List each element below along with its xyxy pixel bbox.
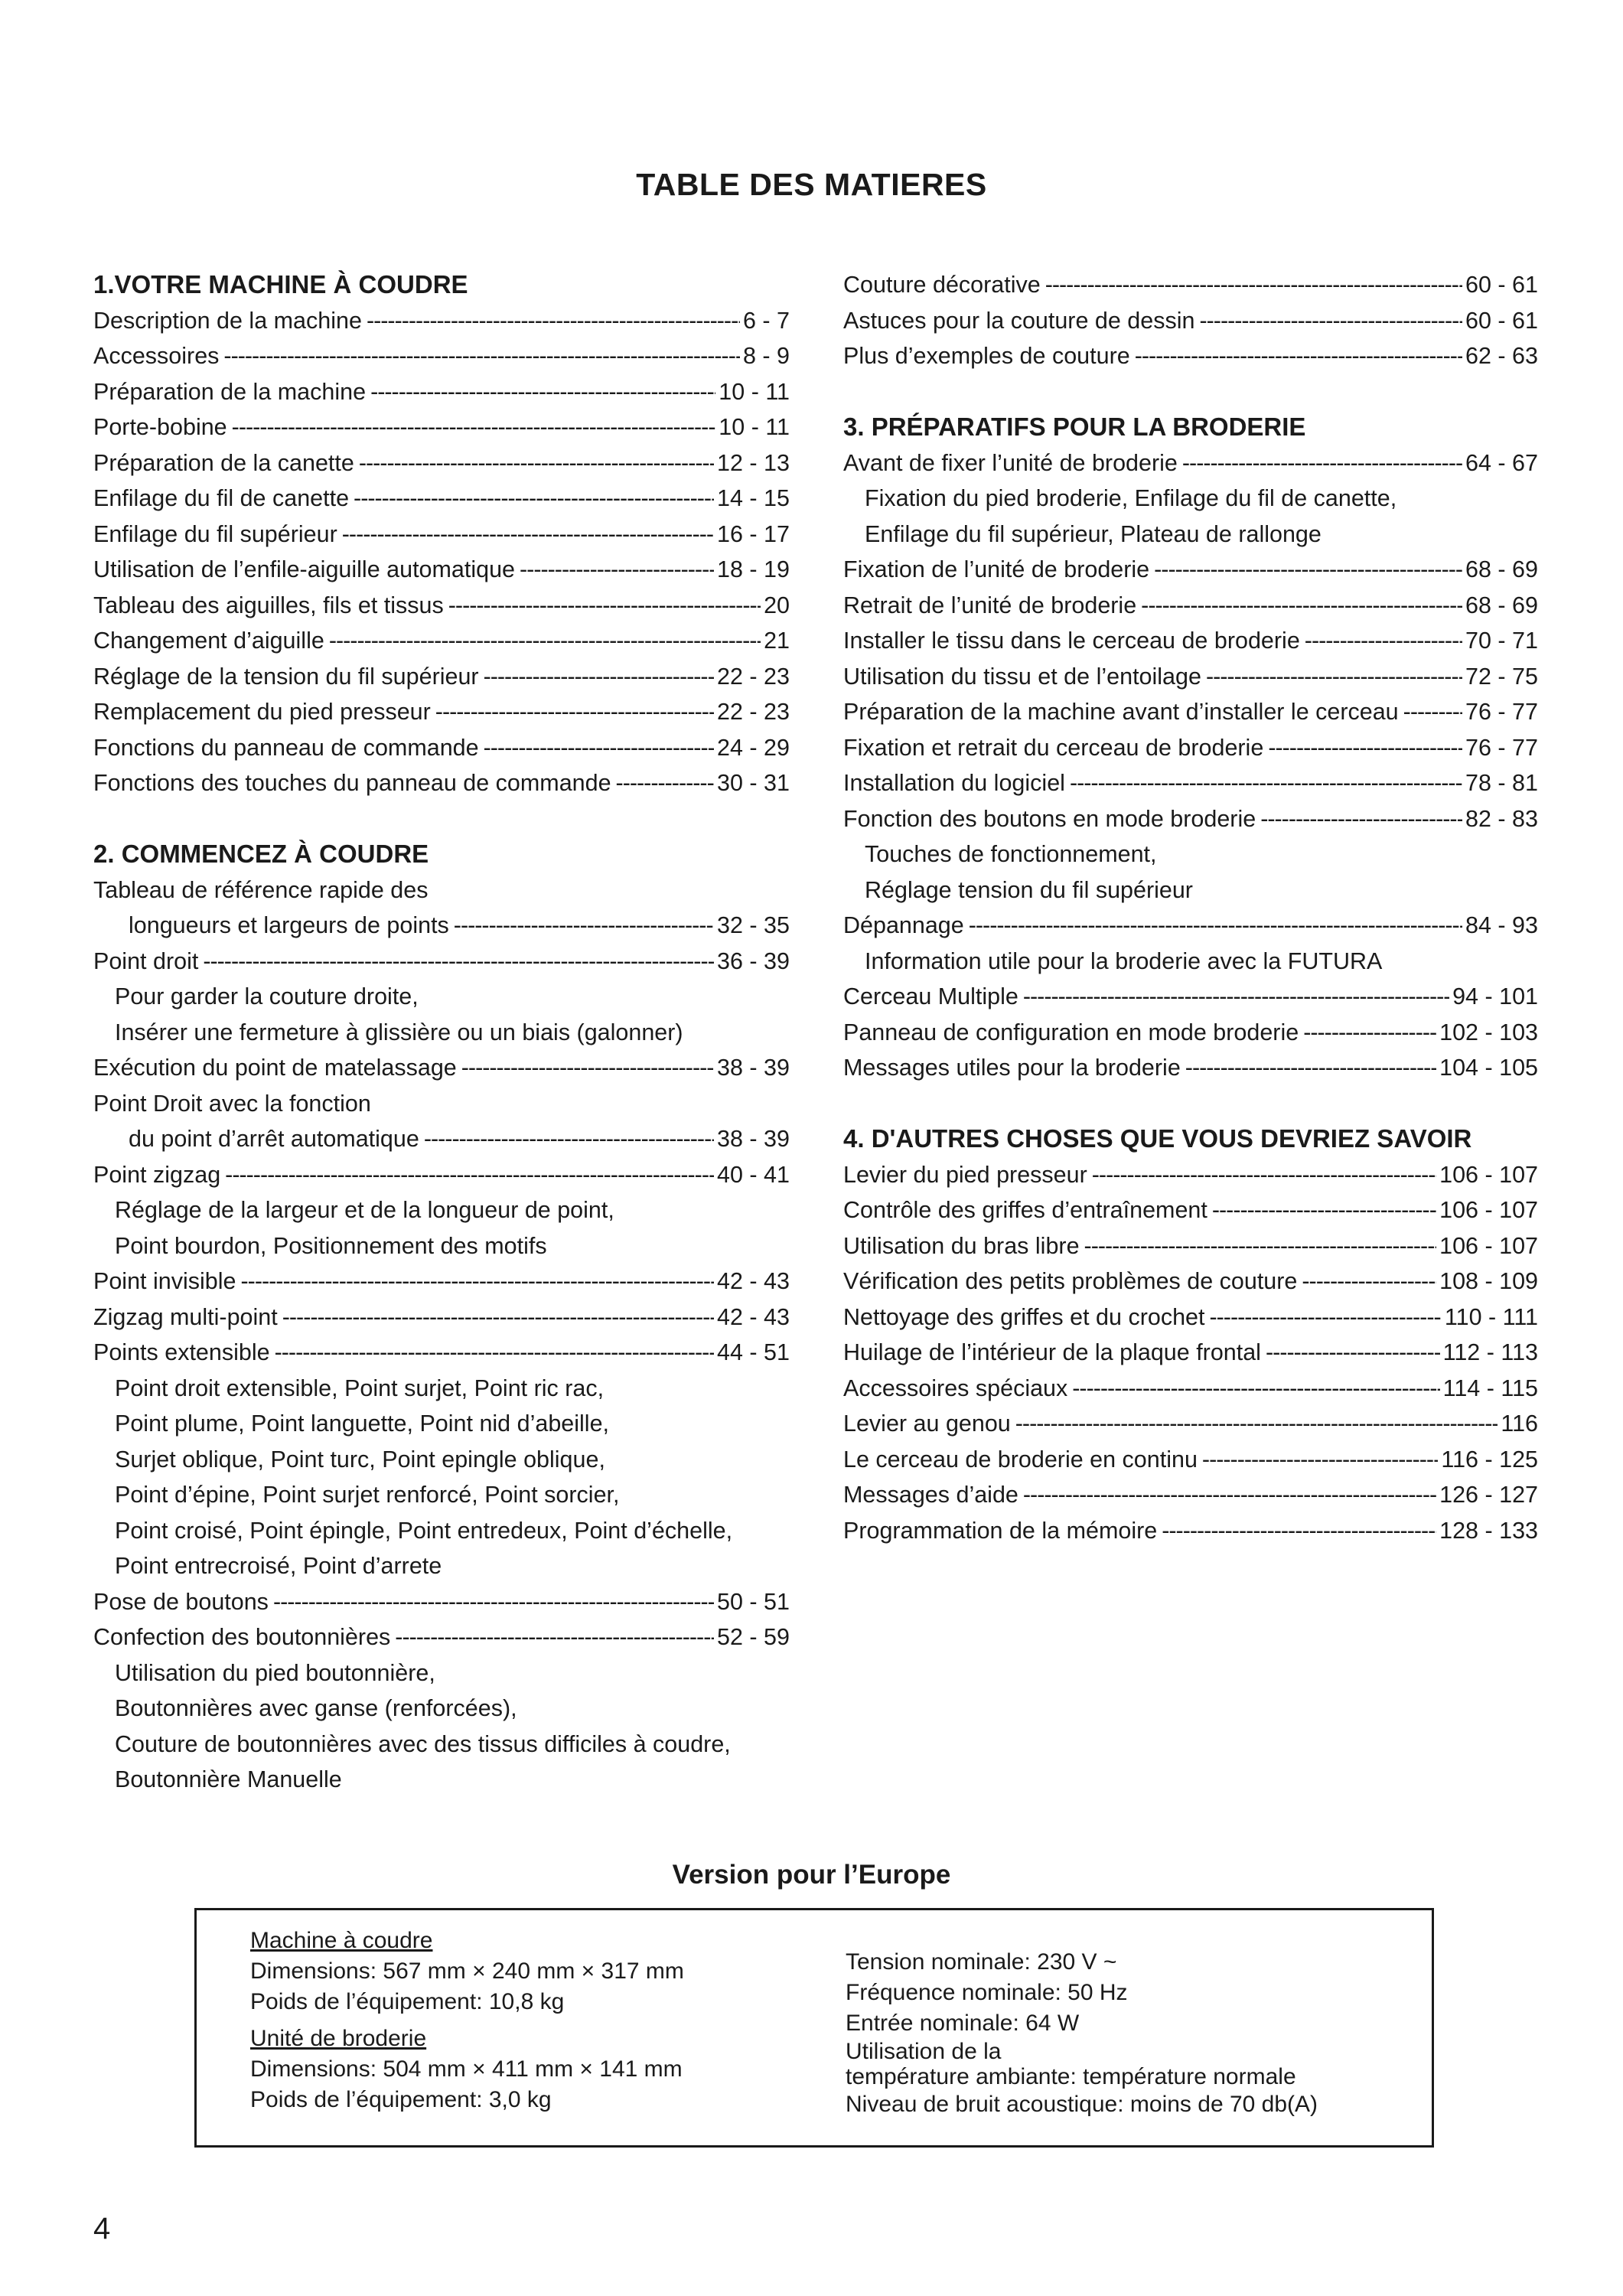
section-heading-2: 2. COMMENCEZ À COUDRE (93, 840, 429, 868)
section-heading-3: 3. PRÉPARATIFS POUR LA BRODERIE (843, 413, 1306, 441)
section-4-entries (843, 1157, 1538, 1549)
toc-subentry: Pour garder la couture droite, (115, 983, 419, 1009)
spec-left-column (250, 1926, 684, 2115)
toc-left-column (93, 267, 790, 1798)
unit-weight: Poids de l’équipement: 3,0 kg (250, 2087, 552, 2112)
toc-subentry: Enfilage du fil supérieur, Plateau de rallonge (865, 520, 1322, 547)
toc-entry: Tableau des aiguilles, fils et tissus ----- 20 (93, 588, 790, 624)
toc-entry: Préparation de la canette ----- 12 - 13 (93, 445, 790, 481)
toc-entry: Huilage de l’intérieur de la plaque frontal ----- 112 - 113 (843, 1335, 1538, 1371)
toc-subentry: Insérer une fermeture à glissière ou un biais (galonner) (115, 1019, 683, 1045)
toc-subentry: Couture de boutonnières avec des tissus difficiles à coudre, (115, 1730, 731, 1757)
toc-entry: Préparation de la machine avant d’installer le cerceau ----- 76 - 77 (843, 694, 1538, 730)
toc-subentry: Réglage tension du fil supérieur (865, 876, 1193, 903)
toc-entry: Retrait de l’unité de broderie ----- 68 - 69 (843, 588, 1538, 624)
toc-entry: Nettoyage des griffes et du crochet ----- 110 - 111 (843, 1300, 1538, 1336)
toc-entry: Plus d’exemples de couture ----- 62 - 63 (843, 338, 1538, 374)
toc-entry: Changement d’aiguille ----- 21 (93, 623, 790, 659)
toc-entry: Utilisation de l’enfile-aiguille automatique ----- 18 - 19 (93, 552, 790, 588)
toc-entry: Enfilage du fil de canette ----- 14 - 15 (93, 481, 790, 517)
toc-right-column (843, 267, 1538, 1548)
toc-entry: Contrôle des griffes d’entraînement ----- 106 - 107 (843, 1192, 1538, 1228)
toc-subentry: Utilisation du pied boutonnière, (115, 1659, 435, 1686)
toc-entry: Astuces pour la couture de dessin ----- 60 - 61 (843, 303, 1538, 339)
toc-subentry: Point plume, Point languette, Point nid d’abeille, (115, 1411, 610, 1437)
page-title: TABLE DES MATIERES (636, 167, 987, 202)
toc-entry: Levier au genou ----- 116 (843, 1406, 1538, 1442)
spec-spacer (250, 2017, 684, 2024)
toc-subentry: Fixation du pied broderie, Enfilage du fil de canette, (865, 485, 1397, 511)
spec-box (194, 1908, 1434, 2148)
toc-entry: Point invisible ----- 42 - 43 (93, 1264, 790, 1300)
toc-subentry: Point entrecroisé, Point d’arrete (115, 1553, 442, 1579)
section-2-continued (843, 267, 1538, 374)
toc-entry: Remplacement du pied presseur ----- 22 - 23 (93, 694, 790, 730)
rated-frequency: Fréquence nominale: 50 Hz (846, 1980, 1128, 2005)
toc-entry: Point droit ----- 36 - 39 (93, 944, 790, 980)
unit-heading: Unité de broderie (250, 2026, 427, 2051)
toc-entry: Accessoires spéciaux ----- 114 - 115 (843, 1371, 1538, 1407)
toc-subentry: Surjet oblique, Point turc, Point epingle oblique, (115, 1446, 605, 1473)
toc-subentry: Boutonnières avec ganse (renforcées), (115, 1695, 517, 1721)
toc-entry: Utilisation du tissu et de l’entoilage ----- 72 - 75 (843, 659, 1538, 695)
toc-entry: Fixation et retrait du cerceau de broderie ----- 76 - 77 (843, 730, 1538, 766)
toc-entry: longueurs et largeurs de points ----- 32 - 35 (93, 908, 790, 944)
toc-entry: Fixation de l’unité de broderie ----- 68 - 69 (843, 552, 1538, 588)
ambient-temperature: température ambiante: température normale (846, 2064, 1296, 2089)
toc-subentry: Touches de fonctionnement, (865, 841, 1157, 867)
toc-entry: Points extensible ----- 44 - 51 (93, 1335, 790, 1371)
toc-entry: Fonctions des touches du panneau de commande ----- 30 - 31 (93, 765, 790, 801)
toc-subentry: Point d’épine, Point surjet renforcé, Point sorcier, (115, 1482, 620, 1508)
toc-entry-text: Tableau de référence rapide des (93, 876, 429, 903)
toc-entry: Enfilage du fil supérieur ----- 16 - 17 (93, 517, 790, 553)
toc-entry: Confection des boutonnières ----- 52 - 59 (93, 1619, 790, 1655)
toc-entry: Couture décorative ----- 60 - 61 (843, 267, 1538, 303)
page-number: 4 (93, 2212, 111, 2245)
toc-entry: Dépannage ----- 84 - 93 (843, 908, 1538, 944)
toc-entry: Installation du logiciel ----- 78 - 81 (843, 765, 1538, 801)
machine-dimensions: Dimensions: 567 mm × 240 mm × 317 mm (250, 1958, 684, 1984)
version-title: Version pour l’Europe (672, 1860, 951, 1890)
noise-level: Niveau de bruit acoustique: moins de 70 db(A) (846, 2092, 1318, 2117)
toc-subentry: Réglage de la largeur et de la longueur de point, (115, 1197, 614, 1223)
section-1-entries (93, 303, 790, 801)
section-spacer (93, 801, 790, 837)
toc-entry: Vérification des petits problèmes de couture ----- 108 - 109 (843, 1264, 1538, 1300)
toc-entry: Levier du pied presseur ----- 106 - 107 (843, 1157, 1538, 1193)
toc-entry: Accessoires ----- 8 - 9 (93, 338, 790, 374)
toc-entry: Avant de fixer l’unité de broderie ----- 64 - 67 (843, 445, 1538, 481)
section-3-entries (843, 445, 1538, 1086)
unit-dimensions: Dimensions: 504 mm × 411 mm × 141 mm (250, 2056, 683, 2082)
toc-entry: Le cerceau de broderie en continu ----- 116 - 125 (843, 1442, 1538, 1478)
toc-entry: Cerceau Multiple ----- 94 - 101 (843, 979, 1538, 1015)
section-2-entries (93, 872, 790, 1798)
toc-entry: Porte-bobine ----- 10 - 11 (93, 409, 790, 445)
toc-entry: Exécution du point de matelassage ----- 38 - 39 (93, 1050, 790, 1086)
toc-subentry: Boutonnière Manuelle (115, 1766, 342, 1792)
spec-right-column (846, 1947, 1318, 2120)
section-heading-4: 4. D'AUTRES CHOSES QUE VOUS DEVRIEZ SAVOIR (843, 1124, 1472, 1153)
toc-entry: Messages d’aide ----- 126 - 127 (843, 1477, 1538, 1513)
toc-entry-text: Point Droit avec la fonction (93, 1090, 371, 1117)
section-heading-1: 1.VOTRE MACHINE À COUDRE (93, 270, 468, 298)
toc-entry: Réglage de la tension du fil supérieur ----- 22 - 23 (93, 659, 790, 695)
toc-entry: Zigzag multi-point ----- 42 - 43 (93, 1300, 790, 1336)
toc-subentry: Point bourdon, Positionnement des motifs (115, 1232, 547, 1259)
machine-heading: Machine à coudre (250, 1928, 433, 1953)
toc-entry: Installer le tissu dans le cerceau de broderie ----- 70 - 71 (843, 623, 1538, 659)
toc-entry: Utilisation du bras libre ----- 106 - 107 (843, 1228, 1538, 1264)
rated-voltage: Tension nominale: 230 V ~ (846, 1949, 1117, 1975)
toc-subentry: Information utile pour la broderie avec la FUTURA (865, 947, 1383, 974)
toc-entry: Point zigzag ----- 40 - 41 (93, 1157, 790, 1193)
toc-entry: Description de la machine ----- 6 - 7 (93, 303, 790, 339)
rated-input: Entrée nominale: 64 W (846, 2011, 1080, 2036)
toc-entry: Fonction des boutons en mode broderie ----- 82 - 83 (843, 801, 1538, 837)
toc-entry: Préparation de la machine ----- 10 - 11 (93, 374, 790, 410)
section-spacer (843, 374, 1538, 410)
toc-entry: Panneau de configuration en mode broderie ----- 102 - 103 (843, 1015, 1538, 1051)
machine-weight: Poids de l’équipement: 10,8 kg (250, 1989, 565, 2014)
toc-subentry: Point croisé, Point épingle, Point entredeux, Point d’échelle, (115, 1517, 733, 1544)
section-spacer (843, 1086, 1538, 1122)
toc-entry: du point d’arrêt automatique ----- 38 - 39 (93, 1121, 790, 1157)
toc-entry: Pose de boutons ----- 50 - 51 (93, 1584, 790, 1620)
toc-entry: Programmation de la mémoire ----- 128 - 133 (843, 1513, 1538, 1549)
toc-subentry: Point droit extensible, Point surjet, Point ric rac, (115, 1375, 605, 1401)
ambient-temperature-label: Utilisation de la (846, 2039, 1002, 2064)
toc-entry: Fonctions du panneau de commande ----- 24 - 29 (93, 730, 790, 766)
toc-entry: Messages utiles pour la broderie ----- 104 - 105 (843, 1050, 1538, 1086)
